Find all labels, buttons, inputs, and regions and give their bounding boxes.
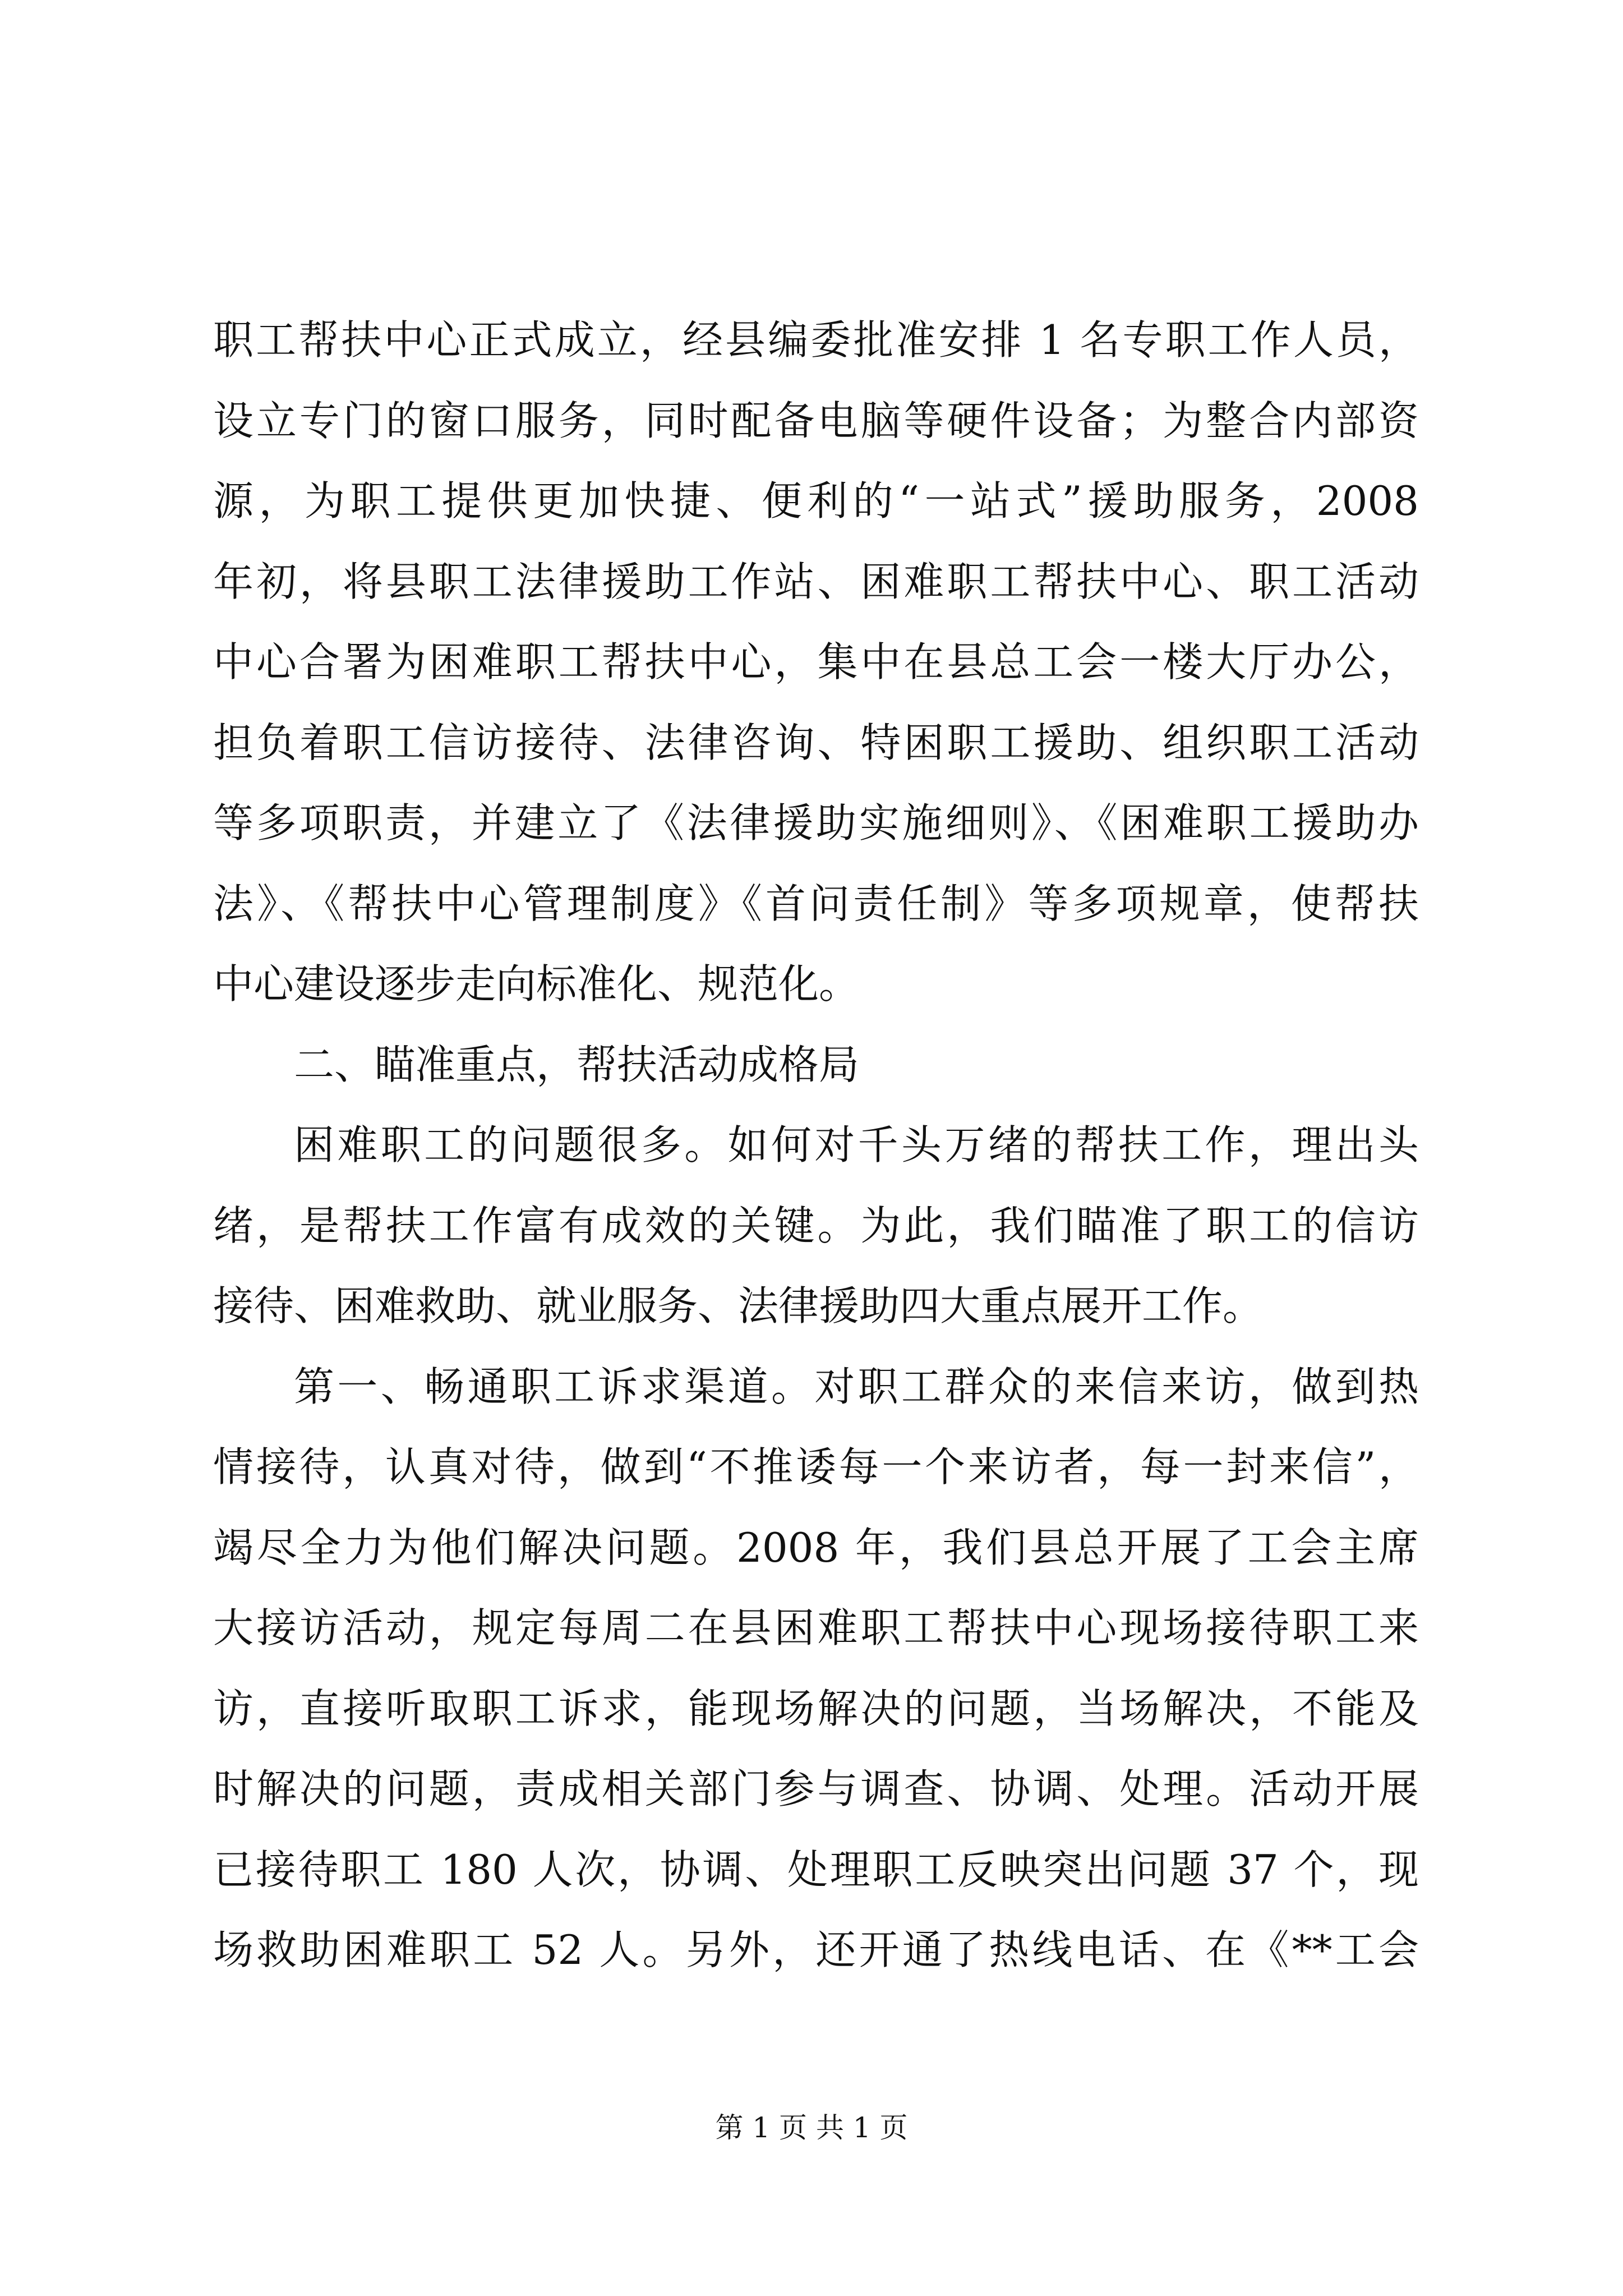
text-line: 困难职工的问题很多。如何对千头万绪的帮扶工作，理出头 [294, 1121, 1419, 1168]
text-line: 等多项职责，并建立了《法律援助实施细则》、《困难职工援助办 [213, 799, 1419, 846]
text-line: 情接待，认真对待，做到“不推诿每一个来访者，每一封来信”， [213, 1443, 1419, 1490]
text-line: 职工帮扶中心正式成立，经县编委批准安排 1 名专职工作人员， [213, 316, 1419, 364]
section-heading: 二、瞄准重点，帮扶活动成格局 [294, 1041, 860, 1088]
text-line: 源，为职工提供更加快捷、便利的“一站式”援助服务，2008 [213, 477, 1419, 524]
text-line: 中心合署为困难职工帮扶中心，集中在县总工会一楼大厅办公， [213, 638, 1419, 685]
text-line: 设立专门的窗口服务，同时配备电脑等硬件设备；为整合内部资 [213, 397, 1419, 444]
text-line: 担负着职工信访接待、法律咨询、特困职工援助、组织职工活动 [213, 719, 1419, 766]
text-line: 绪，是帮扶工作富有成效的关键。为此，我们瞄准了职工的信访 [213, 1202, 1419, 1249]
text-line: 法》、《帮扶中心管理制度》《首问责任制》等多项规章，使帮扶 [213, 880, 1419, 927]
text-line: 第一、畅通职工诉求渠道。对职工群众的来信来访，做到热 [294, 1363, 1419, 1410]
text-line: 时解决的问题，责成相关部门参与调查、协调、处理。活动开展 [213, 1765, 1419, 1812]
text-line: 大接访活动，规定每周二在县困难职工帮扶中心现场接待职工来 [213, 1604, 1419, 1651]
text-line: 竭尽全力为他们解决问题。2008 年，我们县总开展了工会主席 [213, 1524, 1419, 1571]
text-line: 已接待职工 180 人次，协调、处理职工反映突出问题 37 个，现 [213, 1846, 1419, 1893]
document-body [213, 300, 1419, 1991]
text-line: 中心建设逐步走向标准化、规范化。 [213, 960, 860, 1007]
text-line: 年初，将县职工法律援助工作站、困难职工帮扶中心、职工活动 [213, 558, 1419, 605]
text-line: 场救助困难职工 52 人。另外，还开通了热线电话、在《**工会 [213, 1926, 1419, 1973]
page-footer: 第 1 页 共 1 页 [715, 2111, 908, 2144]
text-line: 访，直接听取职工诉求，能现场解决的问题，当场解决，不能及 [213, 1685, 1419, 1732]
text-line: 接待、困难救助、就业服务、法律援助四大重点展开工作。 [213, 1282, 1264, 1329]
